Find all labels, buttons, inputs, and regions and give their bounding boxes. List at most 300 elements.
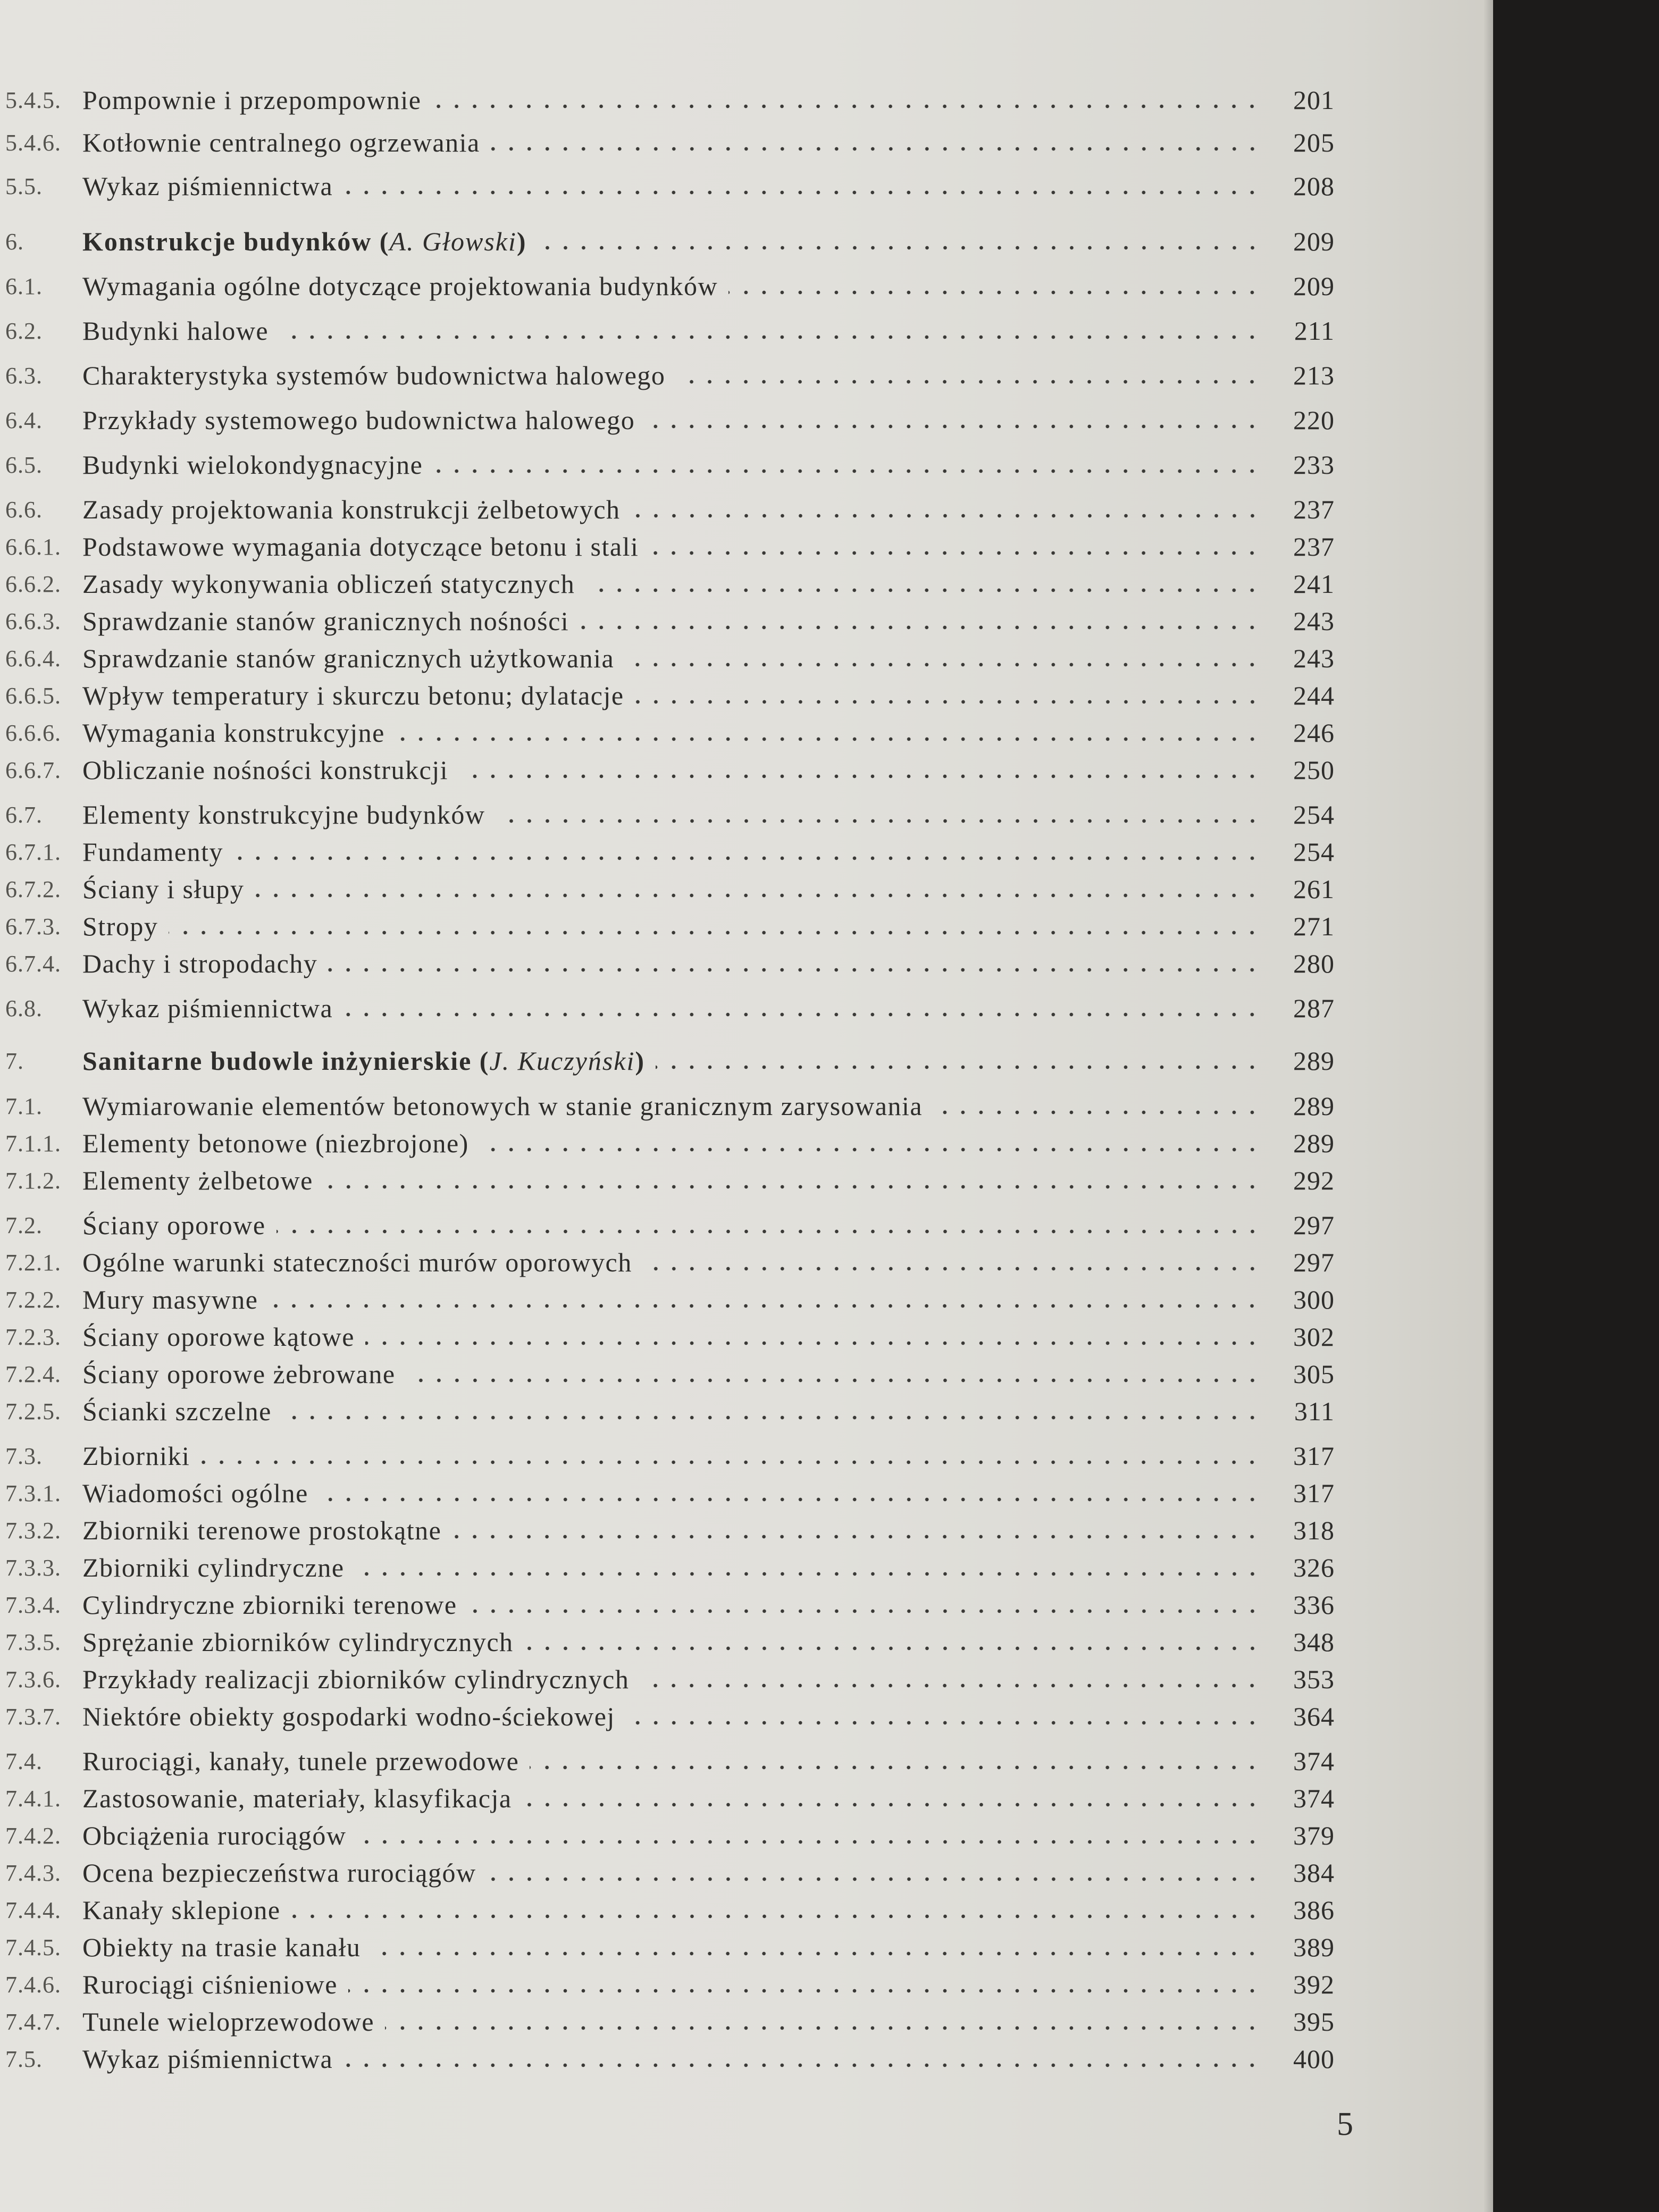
toc-entry [5,1583,1335,1626]
section-title-text: Sprawdzanie stanów granicznych nośności [82,606,569,636]
toc-entry [5,1889,1335,1931]
dot-leader [269,1304,1261,1308]
section-title [82,799,485,830]
page-reference: 250 [1293,755,1335,785]
page-reference: 211 [1294,316,1335,346]
dot-leader [643,1267,1261,1271]
toc-entry [5,905,1335,948]
section-title-text: Kanały sklepione [82,1895,281,1925]
dot-leader [343,1012,1261,1017]
section-number: 7.3.5. [5,1629,61,1655]
section-title [82,85,421,115]
dot-leader [328,968,1261,972]
toc-entry [5,1621,1335,1663]
section-number: 7.4.4. [5,1897,61,1923]
section-number: 6.3. [5,362,43,389]
page-reference: 243 [1293,643,1335,673]
toc-entry [5,1353,1335,1395]
toc-entry [5,674,1335,717]
section-title [82,1396,272,1427]
section-number: 7.3.2. [5,1517,61,1544]
page-reference: 209 [1293,271,1335,301]
section-title-text: Elementy konstrukcyjne budynków [82,800,485,830]
section-number: 6.7. [5,801,43,828]
dot-leader [530,1765,1261,1770]
toc-entry [5,220,1335,263]
section-title-text: Ogólne warunki stateczności murów oporowych [82,1247,632,1277]
page-reference: 287 [1293,993,1335,1023]
section-number: 7.3.4. [5,1591,61,1618]
dot-leader [580,625,1261,630]
section-number: 7.4.1. [5,1785,61,1812]
toc-entry [5,1658,1335,1700]
page-reference: 311 [1294,1396,1335,1426]
toc-entry [5,1963,1335,2006]
section-title [82,1589,457,1620]
section-title-text: Zbiorniki terenowe prostokątne [82,1515,442,1545]
page-reference: 364 [1293,1702,1335,1731]
dot-leader [255,893,1261,898]
section-title-text: Ściany oporowe kątowe [82,1322,355,1352]
chapter-author: J. Kuczyński [489,1046,635,1076]
toc-entry [5,1435,1335,1477]
section-title-text: Wymagania ogólne dotyczące projektowania budynków [82,271,718,301]
section-title-text: Pompownie i przepompownie [82,85,422,115]
toc-entry [5,793,1335,836]
section-number: 7.2. [5,1212,43,1238]
page-reference: 246 [1293,718,1335,748]
toc-entry [5,443,1335,486]
page-reference: 289 [1293,1046,1335,1076]
section-number: 6.2. [5,317,43,344]
section-title-text: Kotłownie centralnego ogrzewania [82,128,480,157]
section-number: 7.1.2. [5,1167,61,1194]
section-number: 7.4.7. [5,2008,61,2035]
page-edge-shadow [1484,0,1493,2212]
toc-entry [5,488,1335,531]
toc-entry [5,354,1335,397]
section-title [82,1284,258,1315]
section-title-text: Wykaz piśmiennictwa [82,993,333,1023]
chapter-title: Sanitarne budowle inżynierskie (J. Kuczyński) [82,1046,646,1076]
toc-entry [5,637,1335,680]
section-title [82,2043,333,2074]
dot-leader [355,1572,1261,1576]
toc-entry [5,1159,1335,1202]
section-title-text: Wykaz piśmiennictwa [82,171,333,201]
page-reference: 400 [1293,2044,1335,2074]
dot-leader [468,1609,1261,1613]
dot-leader [291,1914,1261,1918]
page-reference: 305 [1293,1359,1335,1389]
section-title-text: Ścianki szczelne [82,1396,272,1426]
page-reference: 392 [1293,1970,1335,1999]
toc-entry [5,165,1335,207]
section-title-text: Wymiarowanie elementów betonowych w stanie granicznym zarysowania [82,1091,923,1121]
page-reference: 395 [1293,2007,1335,2037]
toc-entry [5,1241,1335,1284]
dot-leader [324,1185,1261,1189]
dot-leader [487,1877,1261,1881]
dot-leader [538,246,1261,250]
section-title-text: Sanitarne budowle inżynierskie [82,1046,472,1076]
section-title [82,1701,615,1732]
page-reference: 241 [1293,569,1335,599]
page-reference: 318 [1293,1515,1335,1545]
section-title [82,1627,514,1657]
section-title-text: Tunele wieloprzewodowe [82,2007,375,2037]
section-title-text: Sprężanie zbiorników cylindrycznych [82,1627,514,1657]
section-number: 6. [5,228,24,255]
section-title-text: Ocena bezpieczeństwa rurociągów [82,1858,476,1888]
section-title-text: Fundamenty [82,837,223,867]
section-title [82,1895,281,1925]
toc-entry [5,942,1335,985]
section-number: 6.7.1. [5,839,61,865]
section-title-text: Ściany oporowe żebrowane [82,1359,396,1389]
section-title [82,755,448,785]
dot-leader [282,1415,1261,1420]
section-number: 7.4.6. [5,1971,61,1998]
dot-leader [343,2063,1261,2067]
dot-leader [524,1646,1261,1650]
section-title-text: Wiadomości ogólne [82,1478,308,1508]
page-reference: 205 [1293,128,1335,157]
chapter-title: Konstrukcje budynków (A. Głowski) [82,227,527,256]
dot-leader [496,819,1262,823]
dot-leader [631,514,1261,518]
toc-entry [5,1926,1335,1968]
section-title [82,127,480,158]
section-number: 6.7.4. [5,950,61,977]
page-reference: 326 [1293,1553,1335,1582]
section-title [82,948,317,979]
section-title-text: Przykłady realizacji zbiorników cylindrycznych [82,1664,630,1694]
dot-leader [371,1951,1261,1956]
section-title [82,1932,361,1963]
dot-leader [656,1065,1261,1069]
page-number: 5 [1337,2106,1353,2142]
toc-entry [5,1278,1335,1321]
section-number: 6.6.5. [5,682,61,709]
dot-leader [200,1460,1261,1464]
section-title [82,836,223,867]
section-title-text: Cylindryczne zbiorniki terenowe [82,1590,457,1620]
section-number: 7.2.1. [5,1249,61,1276]
page-reference: 348 [1293,1627,1335,1657]
section-number: 6.5. [5,451,43,478]
section-title [82,643,614,674]
section-number: 6.6.6. [5,719,61,746]
dot-leader [523,1803,1261,1807]
section-number: 7.3. [5,1443,43,1469]
page-reference: 389 [1293,1932,1335,1962]
section-title [82,1783,512,1814]
section-title [82,1478,308,1509]
dot-leader [406,1378,1261,1382]
toc-entry [5,563,1335,605]
page-reference: 300 [1293,1285,1335,1314]
section-title-text: Wymagania konstrukcyjne [82,718,385,748]
section-number: 6.6. [5,496,43,523]
section-number: 7.2.5. [5,1398,61,1425]
dot-leader [234,856,1261,860]
section-number: 7.5. [5,2046,43,2072]
section-number: 7.3.6. [5,1666,61,1692]
section-title-text: Ściany i słupy [82,874,245,904]
section-title-text: Konstrukcje budynków [82,227,372,256]
section-title [82,271,718,301]
section-number: 7.2.4. [5,1361,61,1387]
section-number: 6.6.1. [5,533,61,560]
section-title [82,1247,632,1278]
dot-leader [459,774,1261,778]
section-title [82,1664,629,1695]
toc-entry [5,309,1335,352]
section-title [82,1359,396,1389]
section-title [82,1969,338,2000]
section-title [82,1552,345,1583]
toc-entry [5,987,1335,1029]
toc-entry [5,711,1335,754]
section-title-text: Wykaz piśmiennictwa [82,2044,333,2074]
section-title [82,1128,469,1159]
toc-entry [5,749,1335,791]
page-reference: 237 [1293,495,1335,524]
section-number: 7.4. [5,1748,43,1774]
toc-entry [5,1085,1335,1127]
section-title-text: Zastosowanie, materiały, klasyfikacja [82,1783,512,1813]
section-number: 5.5. [5,173,43,199]
section-title-text: Obciążenia rurociągów [82,1821,347,1850]
section-number: 6.4. [5,407,43,433]
dot-leader [452,1535,1261,1539]
toc-entry [5,831,1335,873]
page-reference: 254 [1293,837,1335,867]
section-title [82,1857,476,1888]
page-reference: 213 [1293,361,1335,390]
page-reference: 317 [1293,1441,1335,1471]
dot-leader [279,335,1261,339]
dot-leader [625,663,1261,667]
section-title [82,1515,441,1546]
section-number: 6.7.2. [5,876,61,902]
toc-entry [5,1316,1335,1358]
toc-entry [5,2038,1335,2080]
section-title [82,1321,355,1352]
page-reference: 243 [1293,606,1335,636]
page-reference: 233 [1293,450,1335,480]
section-title [82,874,244,904]
section-title-text: Rurociągi, kanały, tunele przewodowe [82,1746,520,1776]
page-reference: 374 [1293,1746,1335,1776]
page-reference: 208 [1293,171,1335,201]
section-number: 6.1. [5,273,43,299]
section-title [82,680,624,711]
section-title [82,568,575,599]
section-title [82,531,639,562]
page-reference: 254 [1293,800,1335,830]
section-title [82,606,569,636]
section-title [82,1440,190,1471]
toc-entry [5,399,1335,441]
dot-leader [626,1721,1261,1725]
toc-entry [5,1204,1335,1246]
section-title [82,1165,313,1196]
page-reference: 209 [1293,227,1335,256]
page-reference: 302 [1293,1322,1335,1352]
section-number: 6.7.3. [5,913,61,940]
page-reference: 201 [1293,85,1335,115]
page-reference: 386 [1293,1895,1335,1925]
section-title [82,1210,266,1241]
section-title [82,717,385,748]
page-reference: 220 [1293,405,1335,435]
toc-entry [5,121,1335,164]
page-reference: 289 [1293,1091,1335,1121]
section-title-text: Przykłady systemowego budownictwa halowego [82,405,635,435]
dot-leader [432,104,1261,108]
section-title [82,315,269,346]
dot-leader [357,1840,1261,1844]
toc-entry [5,2000,1335,2043]
page-reference: 244 [1293,681,1335,710]
page-reference: 379 [1293,1821,1335,1850]
section-title [82,1746,519,1777]
section-title-text: Zbiorniki [82,1441,190,1471]
page-reference: 374 [1293,1783,1335,1813]
section-title-text: Obiekty na trasie kanału [82,1932,361,1962]
toc-entry [5,265,1335,307]
page-reference: 237 [1293,532,1335,562]
section-title-text: Rurociągi ciśnieniowe [82,1970,338,1999]
toc-entry [5,1472,1335,1514]
section-number: 7.2.3. [5,1323,61,1350]
dot-leader [635,700,1261,704]
section-title [82,171,333,202]
dot-leader [343,190,1261,195]
dot-leader [491,147,1261,151]
section-title [82,1820,347,1851]
toc-entry [5,1851,1335,1894]
toc-entry [5,1740,1335,1782]
section-number: 5.4.6. [5,129,61,156]
section-title [82,2006,374,2037]
section-number: 6.6.2. [5,571,61,597]
section-title-text: Elementy żelbetowe [82,1166,313,1195]
dot-leader [640,1683,1261,1688]
page-reference: 317 [1293,1478,1335,1508]
section-number: 7.4.3. [5,1859,61,1886]
dot-leader [649,551,1261,555]
toc-entry [5,1546,1335,1589]
toc-entry [5,600,1335,642]
dot-leader [585,588,1261,592]
section-number: 7.2.2. [5,1286,61,1313]
dot-leader [319,1497,1261,1502]
toc-entry [5,1390,1335,1432]
section-title-text: Niektóre obiekty gospodarki wodno-ściekowej [82,1702,615,1731]
toc-entry [5,1122,1335,1164]
section-title-text: Zasady wykonywania obliczeń statycznych [82,569,575,599]
section-number: 6.6.3. [5,608,61,634]
dot-leader [933,1110,1261,1115]
section-title-text: Charakterystyka systemów budownictwa halowego [82,361,666,390]
page-reference: 297 [1293,1210,1335,1240]
section-title-text: Mury masywne [82,1285,258,1314]
dot-leader [728,290,1261,295]
section-number: 6.6.7. [5,757,61,783]
section-title-text: Sprawdzanie stanów granicznych użytkowania [82,643,615,673]
page-reference: 384 [1293,1858,1335,1888]
toc-entry [5,1777,1335,1820]
section-title-text: Budynki halowe [82,316,269,346]
section-number: 7.4.2. [5,1822,61,1849]
section-number: 6.6.4. [5,645,61,672]
dot-leader [385,2026,1261,2030]
page-reference: 297 [1293,1247,1335,1277]
dot-leader [480,1147,1261,1152]
section-title [82,449,423,480]
section-number: 7. [5,1048,24,1074]
dot-leader [433,469,1261,473]
toc-entry [5,1695,1335,1738]
dot-leader [396,737,1261,741]
section-number: 7.3.3. [5,1554,61,1581]
section-title [82,993,333,1024]
section-number: 6.8. [5,995,43,1021]
section-title-text: Dachy i stropodachy [82,949,318,978]
page-reference: 336 [1293,1590,1335,1620]
page-reference: 271 [1293,911,1335,941]
section-number: 5.4.5. [5,87,61,113]
section-title-text: Stropy [82,911,158,941]
dot-leader [348,1989,1261,1993]
toc-entry [5,525,1335,568]
section-number: 7.3.7. [5,1703,61,1730]
page-reference: 261 [1293,874,1335,904]
dot-leader [169,931,1261,935]
section-number: 7.1. [5,1093,43,1119]
chapter-author: A. Głowski [389,227,517,256]
dot-leader [646,424,1261,429]
section-title [82,911,158,942]
toc-entry [5,79,1335,121]
page-reference: 280 [1293,949,1335,978]
section-title-text: Ściany oporowe [82,1210,266,1240]
toc-entry [5,1040,1335,1082]
section-title [82,494,621,525]
section-title-text: Elementy betonowe (niezbrojone) [82,1128,469,1158]
page-reference: 353 [1293,1664,1335,1694]
section-title-text: Zbiorniki cylindryczne [82,1553,345,1582]
section-title [82,405,635,435]
section-title [82,1091,923,1121]
toc-entry [5,868,1335,910]
section-title-text: Zasady projektowania konstrukcji żelbetowych [82,495,621,524]
toc-entry [5,1814,1335,1857]
page-reference: 289 [1293,1128,1335,1158]
section-number: 7.3.1. [5,1480,61,1506]
dot-leader [676,380,1261,384]
section-title [82,360,665,391]
toc-entry [5,1509,1335,1552]
section-title-text: Wpływ temperatury i skurczu betonu; dylatacje [82,681,624,710]
section-number: 7.4.5. [5,1934,61,1960]
page-reference: 292 [1293,1166,1335,1195]
section-title-text: Podstawowe wymagania dotyczące betonu i stali [82,532,639,562]
section-title-text: Obliczanie nośności konstrukcji [82,755,449,785]
